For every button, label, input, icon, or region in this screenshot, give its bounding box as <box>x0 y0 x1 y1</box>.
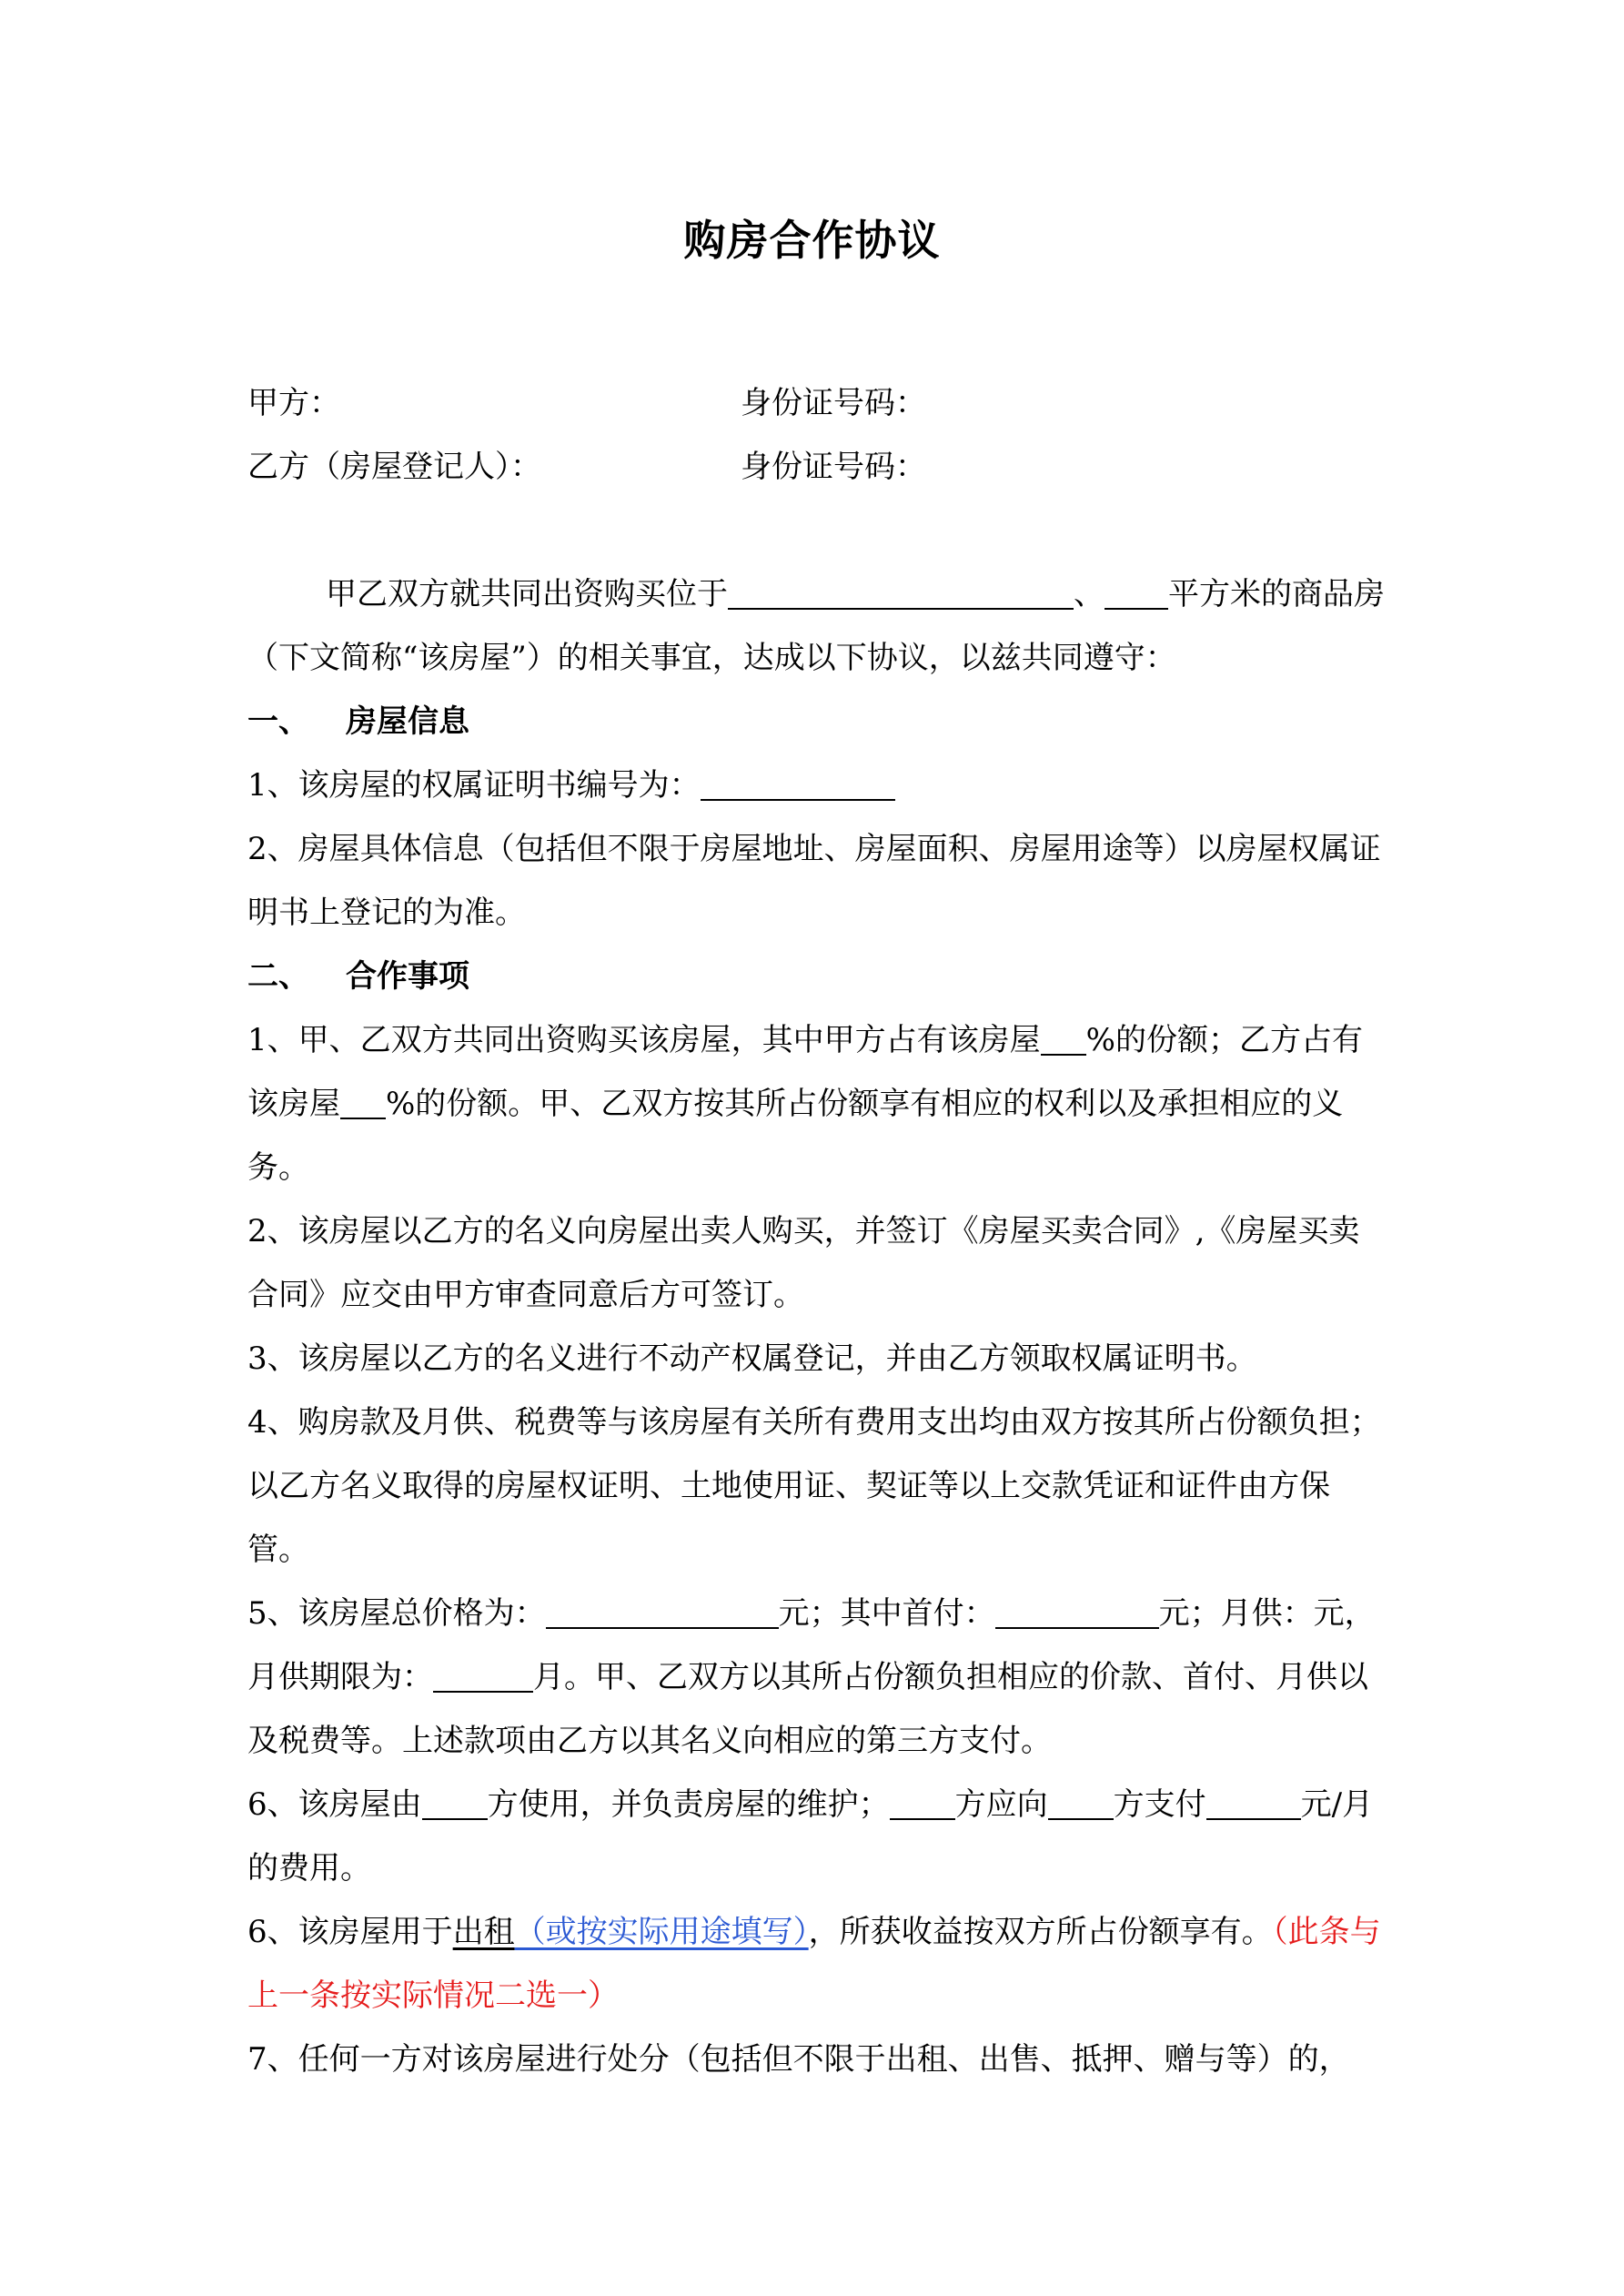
price-text-3: 元；月供：元，月供期限为： <box>247 1595 1376 1695</box>
party-a-id-label: 身份证号码： <box>741 385 926 421</box>
section-2-item-2: 2、该房屋以乙方的名义向房屋出卖人购买，并签订《房屋买卖合同》,《房屋买卖合同》应交由甲方审查同意后方可签订。 <box>247 1213 1360 1313</box>
loan-term-blank <box>433 1658 533 1693</box>
share-text-1: 1、甲、乙双方共同出资购买该房屋，其中甲方占有该房屋 <box>247 1022 1041 1058</box>
section-2-item-5 <box>247 1582 1387 1773</box>
address-blank <box>728 575 1074 610</box>
section-2-item-6-alt <box>247 1900 1387 2028</box>
usage-text-5: 元/月的费用。 <box>247 1786 1374 1886</box>
area-blank <box>1105 575 1168 610</box>
cert-number-label: 1、该房屋的权属证明书编号为： <box>247 767 701 804</box>
price-text-4: 月。甲、乙双方以其所占份额负担相应的价款、首付、月供以及税费等。上述款项由乙方以其名义向相应的第三方支付。 <box>247 1659 1368 1759</box>
section-2-item-4: 4、购房款及月供、税费等与该房屋有关所有费用支出均由双方按其所占份额负担；以乙方名义取得的房屋权证明、土地使用证、契证等以上交款凭证和证件由方保管。 <box>247 1404 1381 1568</box>
party-a-share-blank <box>1041 1021 1086 1056</box>
party-b-row <box>247 435 1387 499</box>
party-a-row <box>247 371 1387 435</box>
document-title: 购房合作协议 <box>683 216 941 265</box>
spacer <box>247 499 1387 562</box>
rent-text-2: ，所获收益按双方所占份额享有。 <box>808 1914 1273 1950</box>
party-b-label: 乙方（房屋登记人）： <box>247 449 541 485</box>
monthly-fee-blank <box>1206 1785 1301 1820</box>
section-2-heading <box>247 945 1387 1008</box>
usage-text-2: 方使用，并负责房屋的维护； <box>487 1786 890 1823</box>
party-b-id-label: 身份证号码： <box>741 449 926 485</box>
section-2-item-1 <box>247 1008 1387 1199</box>
section-1-item-2: 2、房屋具体信息（包括但不限于房屋地址、房屋面积、房屋用途等）以房屋权属证明书上登记的为准。 <box>247 831 1381 931</box>
party-b-share-blank <box>340 1085 386 1119</box>
intro-paragraph <box>247 562 1387 690</box>
rent-text-1: 6、该房屋用于 <box>247 1914 453 1950</box>
down-payment-blank <box>995 1594 1159 1629</box>
section-1-number: 一、 <box>247 703 309 740</box>
section-1-title: 房屋信息 <box>346 703 469 740</box>
choice-note: （此条与上一条按实际情况二选一） <box>247 1914 1381 2014</box>
intro-text-1: 甲乙双方就共同出资购买位于 <box>326 576 728 612</box>
section-2-item-7: 7、任何一方对该房屋进行处分（包括但不限于出租、出售、抵押、赠与等）的， <box>247 2041 1350 2078</box>
party-a-label: 甲方： <box>247 385 340 421</box>
rent-word: 出租 <box>452 1914 515 1950</box>
document-body <box>247 371 1387 2091</box>
payee-party-blank <box>1048 1785 1114 1820</box>
section-1-item-1 <box>247 754 1387 817</box>
share-text-2: %的份额；乙方占有该房屋 <box>247 1022 1363 1122</box>
usage-text-1: 6、该房屋由 <box>247 1786 422 1823</box>
payer-party-blank <box>890 1785 955 1820</box>
usage-text-3: 方应向 <box>954 1786 1048 1823</box>
share-text-3: %的份额。甲、乙双方按其所占份额享有相应的权利以及承担相应的义务。 <box>247 1086 1344 1186</box>
cert-number-blank <box>701 766 895 801</box>
usage-note: （或按实际用途填写） <box>514 1914 809 1950</box>
intro-text-2: 平方米的商品房（下文简称“该房屋”）的相关事宜，达成以下协议，以兹共同遵守： <box>247 576 1385 676</box>
section-2-item-6 <box>247 1773 1387 1900</box>
section-1-heading <box>247 690 1387 754</box>
section-2-item-3: 3、该房屋以乙方的名义进行不动产权属登记，并由乙方领取权属证明书。 <box>247 1340 1257 1377</box>
section-2-number: 二、 <box>247 958 309 995</box>
price-text-2: 元；其中首付： <box>778 1595 995 1632</box>
intro-separator: 、 <box>1074 576 1105 612</box>
usage-text-4: 方支付 <box>1113 1786 1206 1823</box>
section-2-title: 合作事项 <box>346 958 469 995</box>
price-text-1: 5、该房屋总价格为： <box>247 1595 546 1632</box>
total-price-blank <box>546 1594 779 1629</box>
user-party-blank <box>422 1785 488 1820</box>
